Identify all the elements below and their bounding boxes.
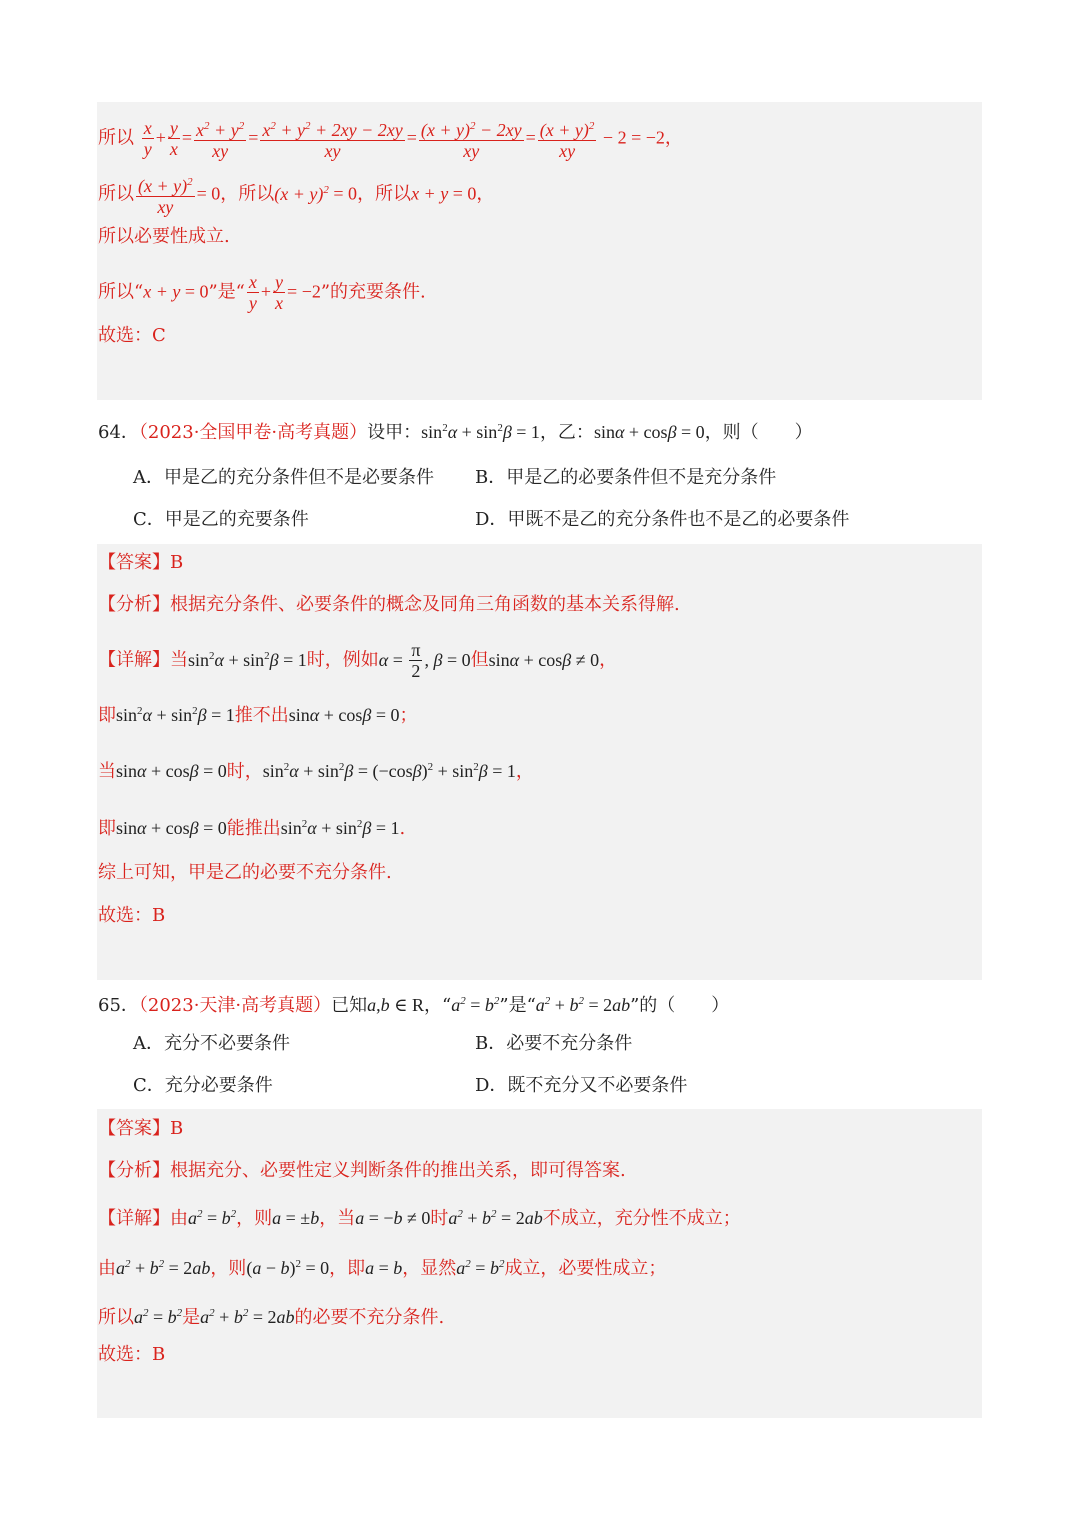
- derivation-line-2: 所以 $\frac{(x + y)^2}{xy}$ = 0，所以$(x + y)^2 = 0$，所以x + y = 0，: [98, 172, 494, 217]
- answer-label: 【答案】: [98, 552, 170, 573]
- text: ，则: [236, 1208, 273, 1229]
- question-source: （2023·全国甲卷·高考真题）: [138, 422, 368, 443]
- detail-64-line-4: 即sinα + cosβ = 0能推出$\sin^2\alpha + \sin^2\beta = 1$.: [98, 818, 406, 839]
- answer-value: B: [170, 1118, 184, 1139]
- text: ，显然: [402, 1258, 457, 1279]
- text: 由: [170, 1208, 188, 1229]
- text: 已知: [331, 995, 368, 1016]
- text: ，则: [210, 1258, 247, 1279]
- text: 即: [98, 705, 116, 726]
- detail-64-line-5: 综上可知，甲是乙的必要不充分条件.: [98, 862, 392, 883]
- option-65-a: A．充分不必要条件: [133, 1033, 290, 1054]
- text: ，: [476, 183, 495, 205]
- derivation-line-1: 所以 $\frac{x}{y}$ + $\frac{y}{x}$ = $\frac{x^2 + y^2}{xy}$ = $\frac{x^2 + y^2 + 2xy - 2xy}{xy}$ = $\frac{(x + y)^2 - 2xy}{xy}$ = $\frac{(x + y)^2}{xy}$ − 2 = −2，: [98, 118, 683, 161]
- text: ，所以: [357, 183, 412, 205]
- detail-64-line-1: 【详解】当$\sin^2\alpha + \sin^2\beta = 1$时，例如α = $\frac{\pi}{2}$ , β = 0但sinα + cosβ ≠ 0，: [98, 640, 618, 681]
- analysis-text: 根据充分、必要性定义判断条件的推出关系，即可得答案.: [170, 1160, 626, 1181]
- text: 由: [98, 1258, 116, 1279]
- text: 成立，必要性成立；: [504, 1258, 667, 1279]
- text: 设甲：: [367, 422, 422, 443]
- text: 是: [182, 1307, 201, 1328]
- text: ，即: [329, 1258, 366, 1279]
- text: 所以: [98, 127, 134, 149]
- option-65-b: B．必要不充分条件: [475, 1033, 633, 1054]
- text: ，所以: [220, 183, 275, 205]
- text: 时，: [226, 761, 263, 782]
- answer-label: 【答案】: [98, 1118, 170, 1139]
- text: 当: [98, 761, 116, 782]
- detail-65-line-2: 由$a^2 + b^2 = 2ab$，则$(a - b)^2 = 0$，即a = b，显然$a^2 = b^2$成立，必要性成立；: [98, 1258, 667, 1279]
- question-source: （2023·天津·高考真题）: [138, 995, 332, 1016]
- question-64-stem: 64．（2023·全国甲卷·高考真题）设甲：$\sin^2\alpha + \sin^2\beta = 1$，乙：sinα + cosβ = 0，则（ ）: [98, 422, 813, 443]
- derivation-line-3: 所以必要性成立.: [98, 226, 230, 247]
- option-65-c: C．充分必要条件: [133, 1075, 273, 1096]
- option-65-d: D．既不充分又不必要条件: [475, 1075, 688, 1096]
- text: 能推出: [226, 818, 281, 839]
- text: ，: [599, 649, 618, 671]
- text: ，: [515, 761, 534, 782]
- text: 所以“: [98, 281, 144, 303]
- text: 时: [430, 1208, 449, 1229]
- option-64-a: A．甲是乙的充分条件但不是必要条件: [133, 467, 434, 488]
- analysis-65: [98, 1158, 626, 1184]
- text: 当: [170, 649, 188, 671]
- analysis-label: 【分析】: [98, 594, 170, 615]
- text: ”是“: [208, 281, 245, 303]
- choice-63: 故选：C: [98, 325, 166, 346]
- text: ，: [664, 127, 683, 149]
- text: 但: [470, 649, 489, 671]
- text: .: [399, 818, 406, 839]
- text: 64．: [98, 422, 139, 443]
- answer-64: [98, 550, 183, 576]
- text: ”的充要条件.: [320, 281, 426, 303]
- option-64-d: D．甲既不是乙的充分条件也不是乙的必要条件: [475, 509, 850, 530]
- choice-65: 故选：B: [98, 1344, 166, 1365]
- detail-65-line-1: 【详解】由$a^2 = b^2$，则a = ±b，当a = −b ≠ 0时$a^2 + b^2 = 2ab$不成立，充分性不成立；: [98, 1208, 741, 1229]
- text: 所以: [98, 1307, 134, 1328]
- text: 时，例如: [306, 649, 379, 671]
- detail-label: 【详解】: [98, 1208, 170, 1229]
- analysis-text: 根据充分条件、必要条件的概念及同角三角函数的基本关系得解.: [170, 594, 680, 615]
- text: 65．: [98, 995, 139, 1016]
- question-65-stem: 65．（2023·天津·高考真题）已知a,b ∈ R，“$a^2 = b^2$”是“$a^2 + b^2 = 2ab$”的（ ）: [98, 995, 730, 1016]
- detail-64-line-2: 即$\sin^2\alpha + \sin^2\beta = 1$推不出sinα + cosβ = 0；: [98, 705, 418, 726]
- analysis-label: 【分析】: [98, 1160, 170, 1181]
- analysis-64: [98, 592, 680, 618]
- detail-65-line-3: 所以$a^2 = b^2$是$a^2 + b^2 = 2ab$的必要不充分条件.: [98, 1307, 445, 1328]
- detail-64-line-3: 当sinα + cosβ = 0时，$\sin^2\alpha + \sin^2\beta = (-\cos\beta)^2 + \sin^2\beta = 1$，: [98, 761, 534, 782]
- text: ，乙：: [539, 422, 594, 443]
- detail-label: 【详解】: [98, 649, 170, 671]
- text: 不成立，充分性不成立；: [542, 1208, 741, 1229]
- text: ”是“: [499, 995, 536, 1016]
- text: 即: [98, 818, 116, 839]
- choice-64: 故选：B: [98, 905, 166, 926]
- text: 的必要不充分条件.: [294, 1307, 445, 1328]
- text: 推不出: [234, 705, 289, 726]
- text: ”的（ ）: [630, 995, 730, 1016]
- derivation-line-4: 所以“x + y = 0”是“ $\frac{x}{y}$ + $\frac{y}{x}$ = −2”的充要条件.: [98, 272, 426, 313]
- option-64-c: C．甲是乙的充要条件: [133, 509, 309, 530]
- answer-value: B: [170, 552, 184, 573]
- text: ，“: [424, 995, 452, 1016]
- text: 所以: [98, 183, 134, 205]
- option-64-b: B．甲是乙的必要条件但不是充分条件: [475, 467, 777, 488]
- text: ，当: [319, 1208, 356, 1229]
- answer-65: [98, 1116, 183, 1142]
- text: ，则（ ）: [704, 422, 813, 443]
- text: ；: [399, 705, 418, 726]
